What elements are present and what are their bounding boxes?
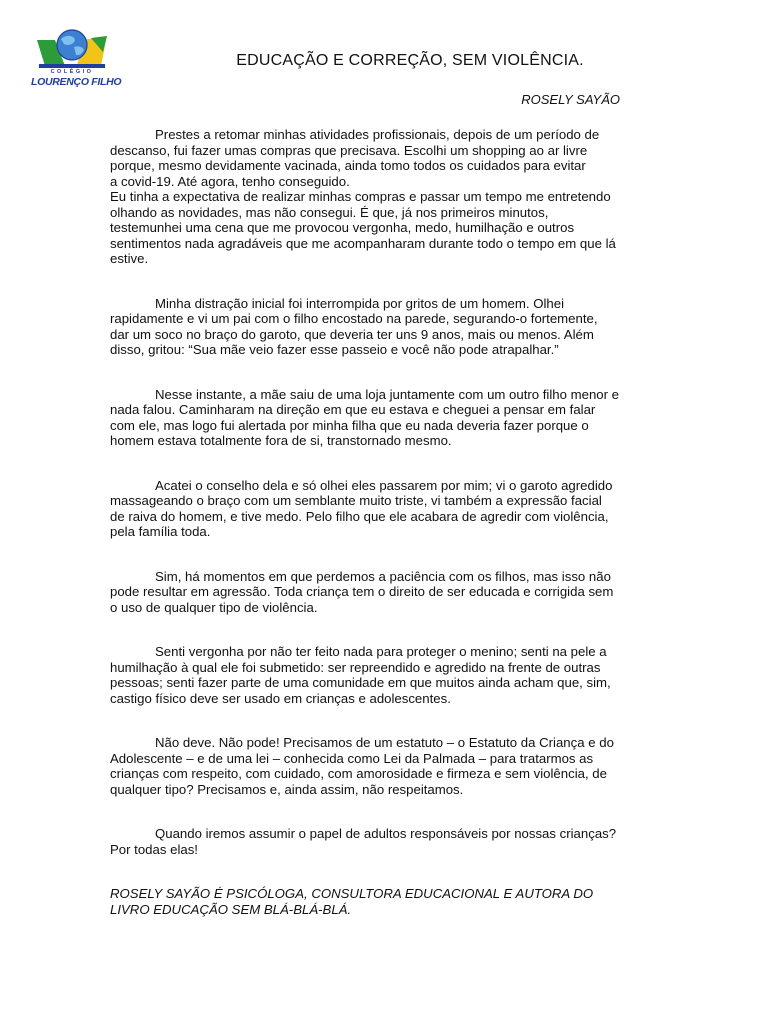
text-line: Quando iremos assumir o papel de adultos responsáveis por nossas crianças?	[155, 826, 617, 841]
paragraph	[110, 387, 658, 449]
text-line: pessoas; senti fazer parte de uma comunidade em que muitos ainda acham que, sim,	[110, 675, 611, 690]
author-name: ROSELY SAYÃO	[521, 92, 620, 107]
text-line: pela família toda.	[110, 524, 211, 539]
text-line: Minha distração inicial foi interrompida por gritos de um homem. Olhei	[155, 295, 564, 311]
text-line: massageando o braço com um semblante muito triste, vi também a expressão facial	[110, 493, 602, 508]
paragraph	[110, 735, 658, 797]
text-line: de raiva do homem, e tive medo. Pelo filho que ele acabara de agredir com violência,	[110, 508, 609, 524]
text-line: com ele, mas logo fui alertada por minha filha que eu nada deveria fazer porque o	[110, 417, 589, 433]
text-line: dar um soco no braço do garoto, que deveria ter uns 9 anos, mais ou menos. Além	[110, 326, 594, 342]
text-line: testemunhei uma cena que me provocou vergonha, medo, humilhação e outros	[110, 220, 575, 235]
text-line: ROSELY SAYÃO É PSICÓLOGA, CONSULTORA EDUCACIONAL E AUTORA DO	[110, 886, 594, 901]
text-line: castigo físico deve ser usado em crianças e adolescentes.	[110, 690, 451, 706]
text-line: Nesse instante, a mãe saiu de uma loja juntamente com um outro filho menor e	[155, 386, 620, 402]
text-line: homem estava totalmente fora de si, transtornado mesmo.	[110, 433, 452, 448]
text-line: o uso de qualquer tipo de violência.	[110, 599, 318, 615]
text-line: humilhação à qual ele foi submetido: ser repreendido e agredido na frente de outras	[110, 659, 601, 675]
logo-small-text: COLÉGIO	[50, 69, 94, 75]
text-line: sentimentos nada agradáveis que me acompanharam durante todo o tempo em que lá	[110, 235, 616, 251]
logo-name-text: LOURENÇO FILHO	[31, 76, 122, 88]
text-line: pode resultar em agressão. Toda criança tem o direito de ser educada e corrigida sem	[110, 584, 614, 599]
paragraph	[110, 826, 658, 857]
text-line: Sim, há momentos em que perdemos a paciência com os filhos, mas isso não	[155, 568, 611, 584]
text-line: Não deve. Não pode! Precisamos de um estatuto – o Estatuto da Criança e do	[155, 735, 614, 750]
paragraph	[110, 644, 658, 706]
text-line: Adolescente – e de uma lei – conhecida como Lei da Palmada – para tratarmos as	[110, 750, 594, 766]
text-line: LIVRO EDUCAÇÃO SEM BLÁ-BLÁ-BLÁ.	[110, 901, 352, 917]
text-line: olhando as novidades, mas não consegui. É que, já nos primeiros minutos,	[110, 204, 549, 220]
paragraph	[110, 569, 658, 616]
text-line: descanso, fui fazer umas compras que precisava. Escolhi um shopping ao ar livre	[110, 142, 588, 158]
text-line: disso, gritou: “Sua mãe veio fazer esse passeio e você não pode atrapalhar.”	[110, 342, 559, 357]
text-line: crianças com respeito, com cuidado, com amorosidade e firmeza e sem violência, de	[110, 766, 607, 781]
text-line: a covid-19. Até agora, tenho conseguido.	[110, 173, 350, 189]
text-line: Eu tinha a expectativa de realizar minhas compras e passar um tempo me entretendo	[110, 189, 611, 204]
text-line: qualquer tipo? Precisamos e, ainda assim, não respeitamos.	[110, 781, 464, 797]
text-line: Prestes a retomar minhas atividades profissionais, depois de um período de	[155, 127, 600, 142]
article-body	[110, 127, 658, 917]
text-line: Acatei o conselho dela e só olhei eles passarem por mim; vi o garoto agredido	[155, 477, 613, 493]
text-line: rapidamente e vi um pai com o filho encostado na parede, segurando-o fortemente,	[110, 311, 598, 326]
document-title: EDUCAÇÃO E CORREÇÃO, SEM VIOLÊNCIA.	[236, 52, 584, 69]
text-line: nada falou. Caminharam na direção em que eu estava e cheguei a pensar em falar	[110, 402, 596, 417]
author-bio	[110, 886, 658, 917]
paragraph	[110, 478, 658, 540]
school-logo	[31, 26, 122, 90]
text-line: Senti vergonha por não ter feito nada para proteger o menino; senti na pele a	[155, 644, 607, 659]
text-line: porque, mesmo devidamente vacinada, ainda tomo todos os cuidados para evitar	[110, 158, 586, 173]
paragraph	[110, 296, 658, 358]
paragraph	[110, 127, 658, 267]
text-line: estive.	[110, 251, 149, 266]
text-line: Por todas elas!	[110, 841, 198, 857]
